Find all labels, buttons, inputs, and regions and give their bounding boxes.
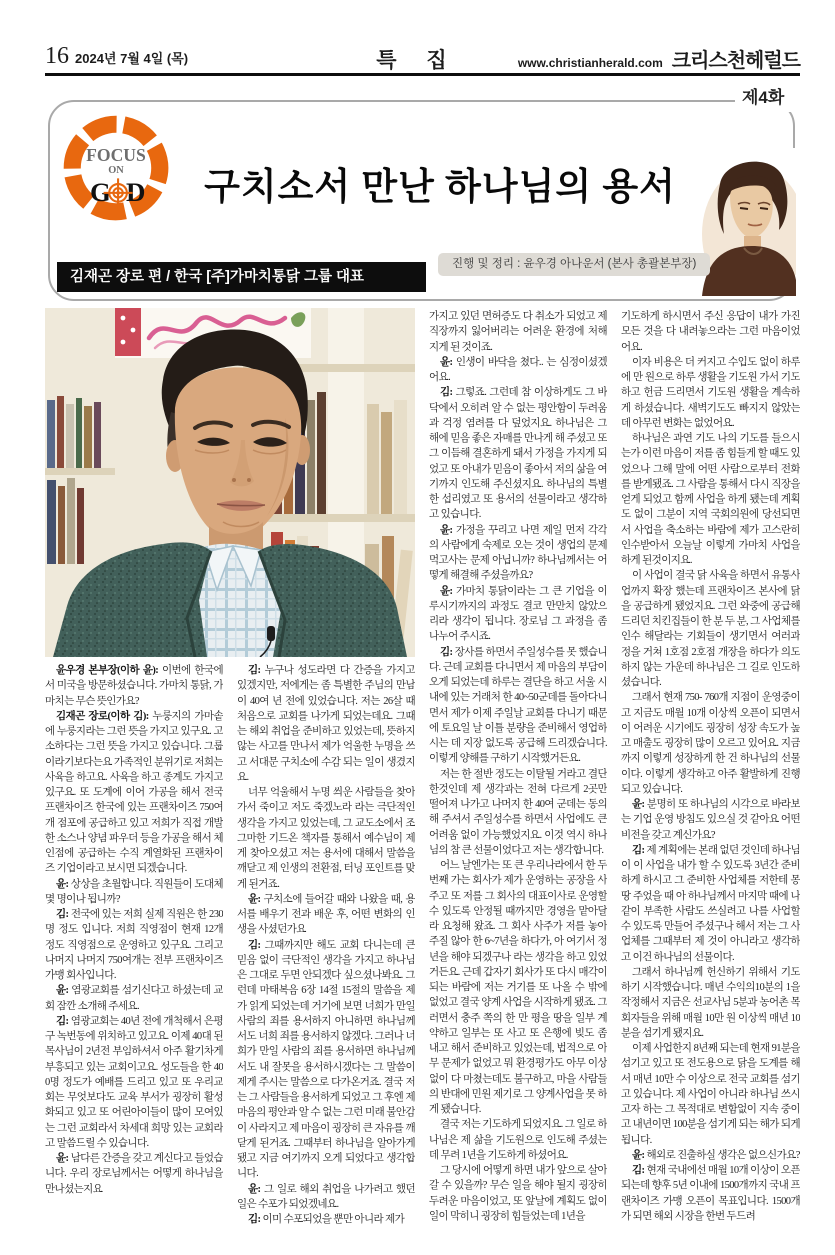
speaker-label: 김: bbox=[440, 387, 456, 399]
speaker-label: 김: bbox=[248, 939, 265, 951]
speaker-label: 김: bbox=[248, 1214, 263, 1225]
section-title: 특 집 bbox=[376, 49, 459, 72]
speaker-label: 윤: bbox=[56, 878, 71, 890]
article-paragraph: 김: 장사를 하면서 주일성수를 못 했습니다. 근데 교회를 다니면서 제 마음의 부담이 오게 되었는데 하루는 결단을 하고 서울 시내에 있는 거래처 한 40~50군데를 돌아다니면서 제가 이제 주일날 교회를 다니기 때문에 토요일 날 이틀 분량을 준비해서 영업하시는 데 지장 없도록 공급해 드리겠습니다. 이렇게 양해를 구하기 시작했거든요. bbox=[429, 646, 607, 765]
article-paragraph: 윤: 남다른 간증을 갖고 계신다고 들었습니다. 우리 장로님께서는 어떻게 하나님을 만나셨는지요 bbox=[45, 1153, 223, 1195]
article-paragraph: 윤: 가정을 꾸리고 나면 제일 먼저 각각의 사람에게 숙제로 오는 것이 생업의 문제 먹고사는 문제 아닙니까? 하나님께서는 어떻게 해결해 주셨을까요? bbox=[429, 524, 607, 582]
speaker-label: 김재곤 장로(이하 김): bbox=[56, 710, 153, 722]
header-right bbox=[518, 44, 800, 73]
logo-text-on: ON bbox=[108, 165, 124, 177]
lavalier-mic bbox=[267, 626, 275, 641]
article-paragraph: 김: 염광교회는 40년 전에 개척해서 은평구 녹번동에 위치하고 있고요. 이제 40대 된 목사님이 2년전 부임하셔서 아주 활기차게 부흥되고 있는 교회이고요. 성도들을 한 400명 정도가 예배를 드리고 있고 또 우리교회는 무엇보다도 교육 부서가 굉장히 활성화되고 있고 또 어린아이들이 많이 모여있는 그런 교회라서 차세대 희망 있는 교회라고 말씀드릴 수 있습니다. bbox=[45, 1015, 223, 1149]
article-paragraph: 그래서 현재 750- 760개 지점이 운영중이고 지금도 매월 10개 이상씩 오픈이 되면서 이 어려운 시기에도 굉장히 성장 속도가 높고 매출도 굉장히 많이 오르고 있어요. 지금까지 이렇게 성장하게 한 건 하나님의 선물이다. 이렇게 생각하고 아주 활발하게 진행되고 있습니다. bbox=[621, 692, 800, 795]
article-column-1 bbox=[45, 663, 223, 1238]
speaker-label: 윤: bbox=[248, 1183, 264, 1195]
credit-line: 진행 및 정리 : 윤우경 아나운서 (본사 총괄본부장) bbox=[438, 253, 710, 276]
article-paragraph: 저는 한 절반 정도는 이탈될 거라고 결단한것인데 제 생각과는 전혀 다르게 2곳만 떨어져 나가고 나머지 한 40여 군데는 동의해 주셔서 주일성수를 하면서 사업에도 큰 어려움 없이 가능했었지요. 이것 역시 하나님의 참 큰 선물이었다고 저는 생각합니다. bbox=[429, 768, 607, 856]
speaker-label: 김: bbox=[56, 909, 71, 920]
article-paragraph: 기도하게 하시면서 주신 응답이 내가 가진 모든 것을 다 내려놓으라는 그런 마음이었어요. bbox=[621, 311, 800, 353]
speaker-label: 윤: bbox=[440, 356, 456, 368]
interviewer-photo bbox=[696, 148, 796, 296]
interviewee-photo bbox=[45, 308, 415, 657]
header-rule bbox=[45, 73, 800, 76]
feature-title: 구치소서 만난 하나님의 용서 bbox=[204, 167, 676, 208]
speaker-label: 윤: bbox=[56, 1153, 71, 1164]
article-paragraph: 윤: 분명히 또 하나님의 시각으로 바라보는 기업 운영 방침도 있으실 것 같아요 어떤 비전을 갖고 계신가요? bbox=[621, 799, 800, 841]
logo-text-focus: FOCUS bbox=[86, 144, 146, 165]
article-paragraph: 하나님은 과연 기도 나의 기도를 들으시는가 이런 마음이 저를 좀 힘들게 할 때도 있었으나 그해 말에 어떤 사람으로부터 전화를 받게됐죠. 그 사람을 통해서 다시 직장을 얻게 되었고 함께 사업을 하게 됐는데 계획도 없이 그분이 지역 국회의원에 당선되면서 사업을 축소하는 바람에 제가 고스란히 인수받아서 오늘날 이렇게 가마치 사업을 하게 된것이지요. bbox=[621, 433, 800, 566]
speaker-label: 윤: bbox=[632, 799, 647, 810]
issue-date: 2024년 7월 4일 (목) bbox=[75, 51, 189, 66]
speaker-label: 윤: bbox=[56, 985, 72, 997]
website-url: www.christianherald.com bbox=[517, 56, 663, 70]
article-paragraph: 김: 이미 수포되었을 뿐만 아니라 제가 bbox=[248, 1214, 405, 1225]
article-paragraph: 윤: 해외로 진출하실 생각은 없으신가요? bbox=[632, 1149, 800, 1161]
article-column-2 bbox=[237, 663, 415, 1238]
speaker-label: 윤: bbox=[632, 1149, 647, 1161]
speaker-label: 윤: bbox=[440, 524, 456, 536]
article-paragraph: 이 사업이 결국 닭 사육을 하면서 유통사업까지 확장 했는데 프랜차이즈 본사에 닭을 공급하게 됐었지요. 그런 와중에 공급해드리던 치킨집들이 한 분 두 분, 그 사업체를 인수 해달라는 기회들이 생기면서 여러과정을 거쳐 1호점 2호점 개장을 하다가 의도하지 않는 가운데 하나님은 그 길로 인도하셨습니다. bbox=[621, 570, 800, 688]
article-paragraph: 윤: 그 일로 해외 취업을 나가려고 했던 일은 수포가 되었겠네요. bbox=[237, 1183, 415, 1210]
article-paragraph: 김: 현재 국내에선 매월 10개 이상이 오픈되는데 향후 5년 이내에 1500개까지 국내 프랜차이즈 가맹 오픈이 목표입니다. 1500개가 되면 해외 시장을 한번 두드려 bbox=[621, 1165, 800, 1222]
byline-bar: 김재곤 장로 편 / 한국 [주]가마치통닭 그룹 대표 bbox=[57, 262, 426, 292]
article-paragraph: 윤우경 본부장(이하 윤): 이번에 한국에서 미국을 방문하셨습니다. 가마치 통닭, 가마치는 무슨 뜻인가요? bbox=[45, 665, 223, 707]
speaker-label: 김: bbox=[248, 665, 265, 676]
speaker-label: 김: bbox=[440, 646, 455, 658]
speaker-label: 윤우경 본부장(이하 윤): bbox=[56, 665, 162, 676]
speaker-label: 윤: bbox=[440, 585, 456, 597]
masthead: 크리스천헤럴드 bbox=[671, 50, 800, 72]
article-paragraph: 윤: 가마치 통닭이라는 그 큰 기업을 이루시기까지의 과정도 결코 만만치 않았으리라 생각이 됩니다. 장로님 그 과정을 좀 나누어 주시죠. bbox=[429, 585, 607, 643]
speaker-label: 김: bbox=[632, 844, 647, 856]
logo-text-g: G bbox=[89, 177, 111, 208]
article-paragraph: 그래서 하나님께 헌신하기 위해서 기도하기 시작했습니다. 매년 수익의10분의 1을 작정해서 지금은 선교사님 5분과 농어촌 목회자들을 위해 매월 10만 원 이상씩 매년 10분을 섬기게 됐지요. bbox=[621, 966, 800, 1039]
article-paragraph: 윤: 상상을 초월합니다. 직원들이 도대체 몇 명이나 됩니까? bbox=[45, 878, 223, 905]
speaker-label: 김: bbox=[56, 1015, 71, 1027]
article-paragraph: 이제 사업한지 8년째 되는데 현재 91분을 섬기고 있고 또 전도용으로 닭을 도계를 해서 매년 10만 수 이상으로 전국 교회를 섬기고 있습니다. 제 사업이 아니라 하나님 쓰시고자 하는 그 목적대로 변함없이 지속 중이고 내년이면 100분을 섬기게 되는 해가 되게 됩니다. bbox=[621, 1043, 800, 1146]
article-column-3 bbox=[429, 309, 607, 1240]
article-paragraph: 김: 제 계획에는 본래 없던 것인데 하나님이 이 사업을 내가 할 수 있도록 3년간 준비하게 하시고 그 준비한 사업체를 저한테 몽땅 주었을 때 아 하나님께서 마지막 때에 나같이 부족한 사람도 쓰실려고 나를 사업할 수 있도록 만들어 주셨구나 해서 저는 그 사업체를 그때부터 제 것이 아니라고 생각하고 이건 하나님의 선물이다. bbox=[621, 844, 800, 963]
article-column-4 bbox=[621, 309, 800, 1240]
article-paragraph: 윤: 염광교회를 섬기신다고 하셨는데 교회 잠깐 소개해 주세요. bbox=[45, 985, 223, 1012]
episode-badge: 제4화 bbox=[735, 84, 791, 112]
article-paragraph: 결국 저는 기도하게 되었지요. 그 일로 하나님은 제 삶을 기도원으로 인도해 주셨는데 무려 1년을 기도하게 하셨어요. bbox=[429, 1119, 607, 1161]
article-paragraph: 김: 누구나 성도라면 다 간증을 가지고 있겠지만, 저에게는 좀 특별한 주님의 만남이 40여 년 전에 있었습니다. 저는 26살 때 처음으로 교회를 나가게 되었는데요. 그때는 해외 취업을 준비하고 있었는데, 뜻하지 않는 사고를 만나서 제가 억울한 누명을 쓰고 서대문 구치소에 수감 되는 일이 생겼지요. bbox=[237, 665, 415, 783]
article-paragraph: 김재곤 장로(이하 김): 누룽지의 가마솥에 누룽지라는 그런 뜻을 가지고 있구요. 고소하다는 그런 뜻을 가지고 있습니다. 그룹이라기보다는요 가족적인 분위기로 저희는 사육을 하고요. 사육을 하고 종계도 가지고 있구요. 또 도계에 이어 가공을 해서 전국 프랜차이즈 한국에 있는 프랜차이즈 750여 개 점포에 공급하고 있고 저희가 직접 개발한 소스나 양념 파우더 등을 가공을 해서 체인점에 공급하는 수직 계열화된 프랜차이즈 기업이라고 보시면 되겠습니다. bbox=[45, 710, 223, 875]
article-paragraph: 어느 날엔가는 또 큰 우리나라에서 한 두번째 가는 회사가 제가 운영하는 공장을 사주고 또 저를 그 회사의 대표이사로 운영할 수 있도록 안정될 때까지만 경영을 맡아달라 요청해 왔죠. 그 회사 사주가 저를 놓아주질 않아 한 6~7년을 하다가, 아 여기서 정년을 해야 되겠구나 라는 생각을 하고 있었거든요. 근데 갑자기 회사가 또 다시 매각이 되는 바람에 저는 거기를 또 나올 수 밖에 없었고 결국 양계 사업을 시작하게 됐죠. 그러면서 충주 쪽의 한 만 평을 땅을 일부 계약하고 일부는 또 사고 또 은행에 빚도 좀 내고 해서 준비하고 있었는데, 법적으로 아무 문제가 없었고 뭐 환경평가도 아무 이상 없이 다 마쳤는데도 불구하고, 마을 사람들의 반대에 민원 제기로 그 양계사업을 못 하게 됐습니다. bbox=[429, 860, 607, 1115]
speaker-label: 윤: bbox=[248, 893, 264, 905]
article-paragraph: 김: 그때까지만 해도 교회 다니는데 큰 믿음 없이 극단적인 생각을 가지고 하나님은 그대로 두면 안되겠다 싶으셨나봐요. 그런데 마태복음 6장 14절 15절의 말씀을 제가 읽게 되었는데 거기에 보면 너희가 만일 사람의 죄를 용서하지 아니하면 하나님께서도 너희 죄를 용서하지 않겠다. 그러나 너희가 만일 사람의 죄를 용서하면 하나님께서도 내 잘못을 용서하시겠다는 그 말씀이 제게 주시는 말씀으로 다가온거죠. 결국 저는 그 사람들을 용서하게 되었고 그 후엔 제 마음의 평안과 알 수 없는 그런 미래 불안감이 사라지고 제 마음이 굉장히 큰 자유를 깨닫게 된거죠. 그때부터 하나님을 알아가게 됐고 지금 여기까지 오게 되었다고 생각합니다. bbox=[237, 939, 415, 1180]
focus-on-god-logo bbox=[58, 110, 174, 226]
article-paragraph: 윤: 구치소에 들어갈 때와 나왔을 때, 용서를 배우기 전과 배운 후, 어떤 변화의 인생을 사셨던가요 bbox=[237, 893, 415, 936]
page-number: 16 bbox=[45, 43, 69, 69]
article-paragraph: 윤: 인생이 바닥을 쳤다.. 는 심정이셨겠어요. bbox=[429, 356, 607, 383]
article-paragraph: 김: 전국에 있는 저희 실제 직원은 한 230명 정도 입니다. 저희 직영점이 현재 12개 정도 직영점으로 운영하고 있구요. 그리고 나머지 나머지 750여개는 전부 프랜차이즈 가맹 회사입니다. bbox=[45, 909, 223, 981]
article-paragraph: 그 당시에 어떻게 하면 내가 앞으로 살아갈 수 있을까? 무슨 일을 해야 될지 굉장히 두려운 마음이었고, 또 앞날에 계획도 없이 일이 막히니 굉장히 힘들었는데 1년을 bbox=[429, 1165, 607, 1222]
speaker-label: 김: bbox=[632, 1165, 647, 1176]
article-paragraph: 이자 비용은 더 커지고 수입도 없이 하루에 만 원으로 하루 생활을 기도원 가서 기도하고 헌금 드리면서 기도원 생활을 계속하게 하셨습니다. 새벽기도도 빠지지 않았는데 아무런 변화는 없었어요. bbox=[621, 356, 800, 429]
article-paragraph: 가지고 있던 면허증도 다 취소가 되었고 제 직장까지 잃어버리는 어려운 환경에 처해지게 된 것이죠. bbox=[429, 311, 607, 353]
logo-text-d: D bbox=[125, 177, 146, 208]
article-paragraph: 너무 억울해서 누명 씌운 사람들을 찾아가서 죽이고 저도 죽겠노라 라는 극단적인 생각을 가지고 있었는데, 그 교도소에서 조그마한 기드온 책자를 통해서 예수님이 제게 찾아오셨고 저는 용서에 대해서 말씀을 깨닫고 제 인생의 전환점, 터닝 포인트를 맞게 된거죠. bbox=[237, 787, 415, 890]
article-paragraph: 김: 그렇죠. 그런데 참 이상하게도 그 바닥에서 오히려 알 수 없는 평안함이 두려움과 걱정 염려를 다 덮었지요. 하나님은 그 해에 믿음 좋은 자매를 만나게 해 주셨고 또 그 이듬해 결혼하게 돼서 가정을 가지게 되었고 또 아내가 믿음이 좋아서 저의 삶을 여기까지 인도해 주신셨지요. 하나님의 특별한 섭리였고 또 용서의 선물이라고 생각하고 있습니다. bbox=[429, 387, 607, 521]
